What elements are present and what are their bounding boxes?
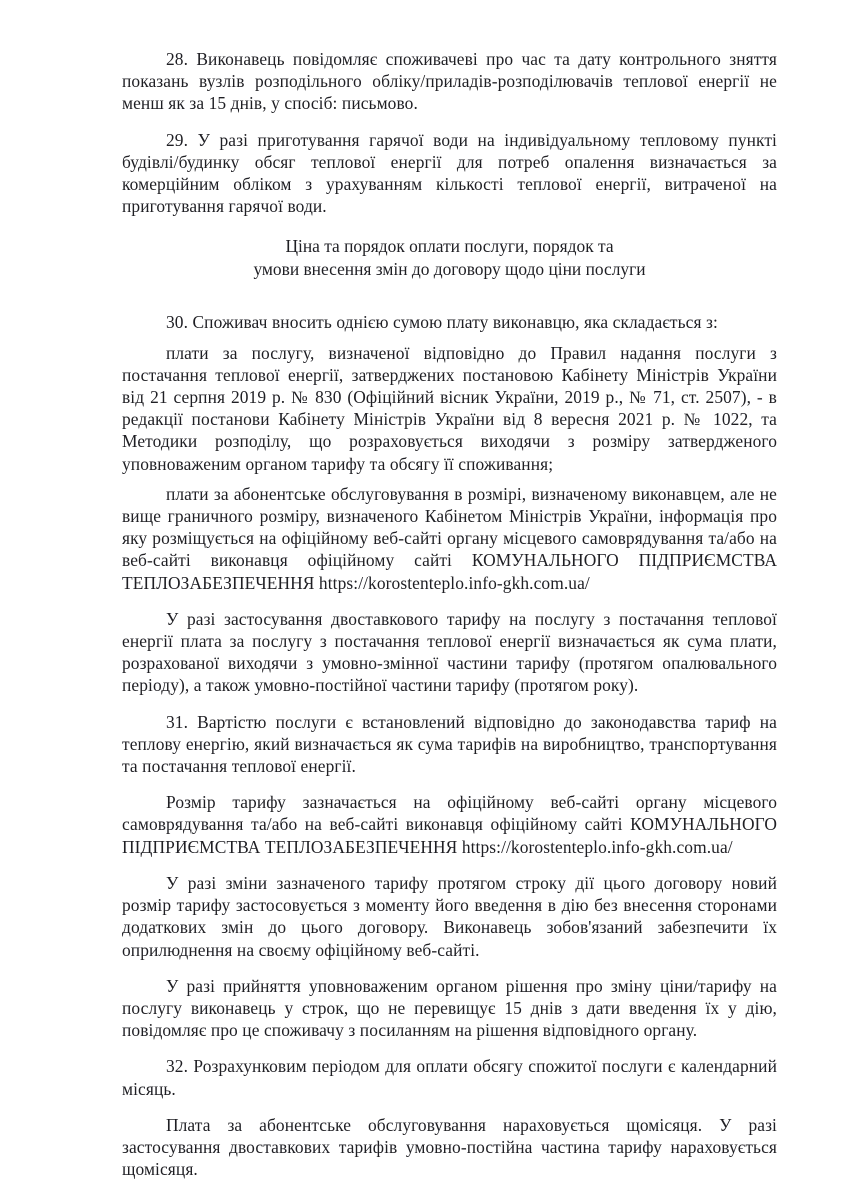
paragraph-30: 30. Споживач вносить однією сумою плату виконавцю, яка складається з: bbox=[166, 312, 718, 333]
paragraph-31-tariff-change: У разі зміни зазначеного тарифу протягом строку дії цього договору новий розмір тарифу застосовується з моменту його введення в дію без внесення сторонами додаткових змін до цього договору. Виконавець зобов'язаний забезпечити їх оприлюднення на своєму офіційному веб-сайті. bbox=[122, 872, 777, 960]
paragraph-30-item-2: плати за абонентське обслуговування в розмірі, визначеному виконавцем, але не вище граничного розміру, визначеного Кабінетом Міністрів України, інформація про яку розміщується на офіційному веб-сайті органу місцевого самоврядування та/або на веб-сайті виконавця офіційному сайті КОМУНАЛЬНОГО ПІДПРИЄМСТВА ТЕПЛОЗАБЕЗПЕЧЕННЯ https://korostenteplo.info-gkh.com.ua/ bbox=[122, 483, 777, 593]
paragraph-30-item-1: плати за послугу, визначеної відповідно до Правил надання послуги з постачання теплової енергії, затверджених постановою Кабінету Міністрів України від 21 серпня 2019 р. № 830 (Офіційний вісник України, 2019 р., № 71, ст. 2507), - в редакції постанови Кабінету Міністрів України від 8 вересня 2021 р. № 1022, та Методики розподілу, що розраховується виходячи з розміру затвердженого уповноваженим органом тарифу та обсягу її споживання; bbox=[122, 342, 777, 474]
paragraph-31-tariff-size: Розмір тарифу зазначається на офіційному веб-сайті органу місцевого самоврядування та/або на веб-сайті виконавця офіційному сайті КОМУНАЛЬНОГО ПІДПРИЄМСТВА ТЕПЛОЗАБЕЗПЕЧЕННЯ https://korostenteplo.info-gkh.com.ua/ bbox=[122, 792, 777, 857]
paragraph-32: 32. Розрахунковим періодом для оплати обсягу спожитої послуги є календарний місяць. bbox=[122, 1056, 777, 1099]
paragraph-32-subscription-fee: Плата за абонентське обслуговування нараховується щомісяця. У разі застосування двоставкових тарифів умовно-постійна частина тарифу нараховується щомісяця. bbox=[122, 1114, 777, 1180]
paragraph-31: 31. Вартістю послуги є встановлений відповідно до законодавства тариф на теплову енергію, який визначається як сума тарифів на виробництво, транспортування та постачання теплової енергії. bbox=[122, 711, 777, 777]
paragraph-28: 28. Виконавець повідомляє споживачеві про час та дату контрольного зняття показань вузлів розподільного обліку/приладів-розподілювачів теплової енергії не менш як за 15 днів, у спосіб: письмово. bbox=[122, 49, 777, 114]
paragraph-30-two-part-tariff: У разі застосування двоставкового тарифу на послугу з постачання теплової енергії плата за послугу з постачання теплової енергії визначається як сума плати, розрахованої виходячи з умовно-змінної частини тарифу (протягом опалювального періоду), а також умовно-постійної частини тарифу (протягом року). bbox=[122, 608, 777, 696]
paragraph-29: 29. У разі приготування гарячої води на індивідуальному тепловому пункті будівлі/будинку обсяг теплової енергії для потреб опалення визначається за комерційним обліком з урахуванням кількості теплової енергії, витраченої на приготування гарячої води. bbox=[122, 129, 777, 217]
section-heading-line-1: Ціна та порядок оплати послуги, порядок та bbox=[285, 236, 614, 257]
section-heading-line-2: умови внесення змін до договору щодо ціни послуги bbox=[253, 259, 646, 280]
paragraph-31-notification: У разі прийняття уповноваженим органом рішення про зміну ціни/тарифу на послугу виконавець у строк, що не перевищує 15 днів з дати введення їх у дію, повідомляє про це споживачу з посиланням на рішення відповідного органу. bbox=[122, 975, 777, 1041]
section-heading bbox=[122, 235, 777, 281]
